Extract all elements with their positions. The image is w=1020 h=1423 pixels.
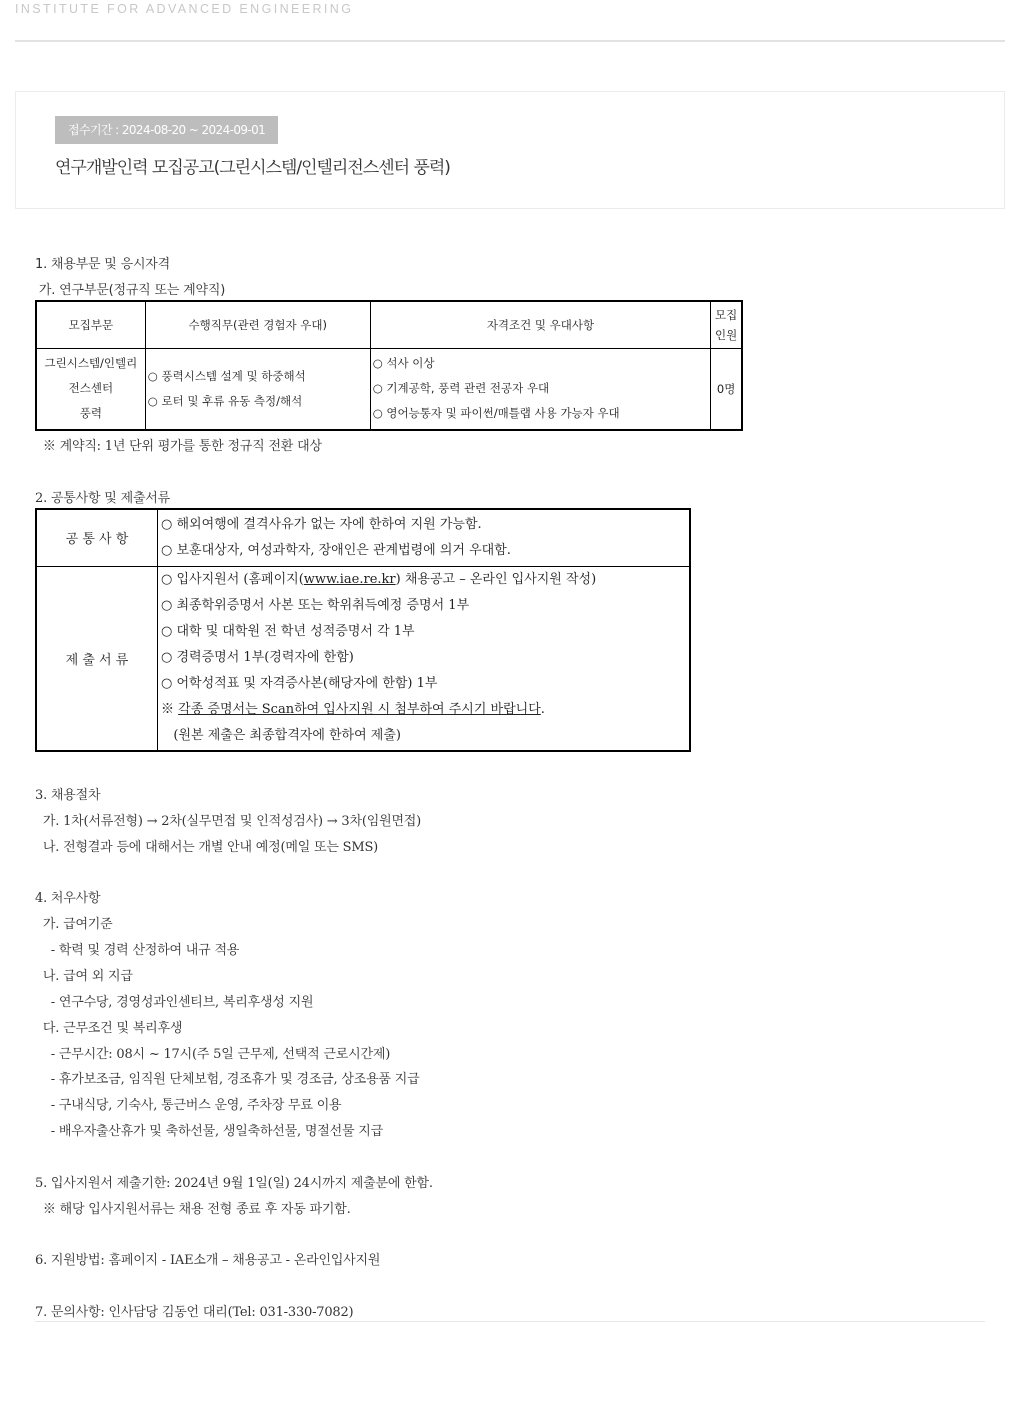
qual-item: ○ 기계공학, 풍력 관련 전공자 우대	[372, 381, 550, 396]
qual-item: ○ 영어능통자 및 파이썬/매틀랩 사용 가능자 우대	[372, 406, 620, 421]
section-4-line: 가. 급여기준	[35, 917, 113, 932]
doc-item: ○ 경력증명서 1부(경력자에 한함)	[161, 650, 354, 666]
doc-text: ○ 입사지원서 (홈페이지(	[161, 572, 304, 588]
note-mark: ※	[161, 702, 179, 718]
doc-text: ) 채용공고 – 온라인 입사지원 작성)	[395, 572, 597, 588]
section-1-note: ※ 계약직: 1년 단위 평가를 통한 정규직 전환 대상	[35, 439, 322, 454]
th-duties: 수행직무(관련 경험자 우대)	[145, 301, 370, 348]
common-item: ○ 보훈대상자, 여성과학자, 장애인은 관계법령에 의거 우대함.	[161, 542, 511, 558]
doc-item: ○ 대학 및 대학원 전 학년 성적증명서 각 1부	[161, 624, 415, 640]
original-note: (원본 제출은 최종합격자에 한하여 제출)	[161, 728, 401, 744]
notice-header	[15, 91, 1005, 209]
notice-title: 연구개발인력 모집공고(그린시스템/인텔리전스센터 풍력)	[55, 158, 450, 178]
th-count-2: 인원	[715, 327, 738, 342]
section-4-line: - 배우자출산휴가 및 축하선물, 생일축하선물, 명절선물 지급	[35, 1124, 383, 1139]
section-6-heading: 6. 지원방법: 홈페이지 - IAE소개 – 채용공고 - 온라인입사지원	[35, 1253, 381, 1268]
doc-item: ○ 어학성적표 및 자격증사본(해당자에 한함) 1부	[161, 676, 438, 692]
requirements-table	[35, 508, 691, 752]
th-dept: 모집부문	[36, 301, 145, 348]
dept-line: 전스센터	[68, 381, 114, 396]
docs-label: 제 출 서 류	[36, 566, 158, 751]
scan-end: .	[540, 702, 545, 718]
section-2-heading: 2. 공통사항 및 제출서류	[35, 491, 171, 506]
section-7-heading: 7. 문의사항: 인사담당 김동언 대리(Tel: 031-330-7082)	[35, 1305, 354, 1320]
institute-name: INSTITUTE FOR ADVANCED ENGINEERING	[15, 2, 354, 16]
section-4-line: - 근무시간: 08시 ~ 17시(주 5일 근무제, 선택적 근로시간제)	[35, 1047, 391, 1062]
section-1-heading: 1. 채용부문 및 응시자격	[35, 257, 171, 272]
section-4-line: 다. 근무조건 및 복리후생	[35, 1021, 183, 1036]
section-4-line: - 휴가보조금, 임직원 단체보험, 경조휴가 및 경조금, 상조용품 지급	[35, 1072, 420, 1087]
section-4-line: - 연구수당, 경영성과인센티브, 복리후생성 지원	[35, 995, 314, 1010]
section-5-note: ※ 해당 입사지원서류는 채용 전형 종료 후 자동 파기함.	[35, 1202, 351, 1217]
section-4-line: - 구내식당, 기숙사, 통근버스 운영, 주차장 무료 이용	[35, 1098, 342, 1113]
th-count	[711, 301, 742, 348]
section-3-heading: 3. 채용절차	[35, 788, 101, 803]
doc-item: ○ 최종학위증명서 사본 또는 학위취득예정 증명서 1부	[161, 598, 470, 614]
th-quals: 자격조건 및 우대사항	[370, 301, 710, 348]
docs-cell	[158, 566, 691, 751]
count-cell: 0명	[711, 348, 742, 430]
position-table	[35, 300, 743, 431]
section-5-heading: 5. 입사지원서 제출기한: 2024년 9월 1일(일) 24시까지 제출분에 한함.	[35, 1176, 433, 1191]
duty-item: ○ 로터 및 후류 유동 측정/해석	[147, 393, 303, 408]
section-1-sub: 가. 연구부문(정규직 또는 계약직)	[35, 283, 226, 298]
common-cell	[158, 509, 691, 566]
section-3-line: 나. 전형결과 등에 대해서는 개별 안내 예정(메일 또는 SMS)	[35, 840, 379, 855]
qual-item: ○ 석사 이상	[372, 356, 435, 371]
section-3-line: 가. 1차(서류전형) → 2차(실무면접 및 인적성검사) → 3차(임원면접)	[35, 814, 422, 829]
th-count-1: 모집	[715, 307, 738, 322]
doc-item	[161, 567, 687, 593]
section-4-line: 나. 급여 외 지급	[35, 969, 133, 984]
dept-cell	[36, 348, 145, 430]
duties-cell	[145, 348, 370, 430]
quals-cell	[370, 348, 710, 430]
section-4-heading: 4. 처우사항	[35, 891, 101, 906]
site-header	[15, 0, 1005, 42]
dept-line: 풍력	[79, 406, 102, 421]
common-item: ○ 해외여행에 결격사유가 없는 자에 한하여 지원 가능함.	[161, 516, 482, 532]
homepage-link[interactable]: www.iae.re.kr	[303, 572, 396, 588]
dept-line: 그린시스템/인텔리	[44, 356, 138, 371]
content-divider	[35, 1321, 985, 1322]
period-badge: 접수기간 : 2024-08-20 ~ 2024-09-01	[55, 116, 278, 144]
scan-note	[161, 697, 687, 723]
section-4-line: - 학력 및 경력 산정하여 내규 적용	[35, 943, 240, 958]
common-label: 공 통 사 항	[36, 509, 158, 566]
duty-item: ○ 풍력시스템 설계 및 하중해석	[147, 368, 306, 383]
scan-text: 각종 증명서는 Scan하여 입사지원 시 첨부하여 주시기 바랍니다	[178, 702, 541, 718]
